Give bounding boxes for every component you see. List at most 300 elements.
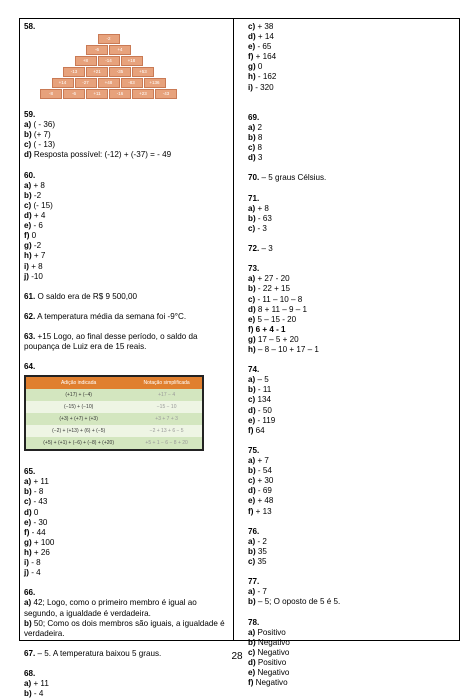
answer-text: 134 xyxy=(255,395,271,405)
answer-key: a) xyxy=(248,536,256,546)
answer-line xyxy=(248,305,453,315)
answer-text: +15 Logo, ao final desse período, o saldo da poupança de Luiz era de 15 reais. xyxy=(24,332,198,352)
answer-text: + 164 xyxy=(253,52,277,62)
answer-key: 72. xyxy=(248,244,260,254)
answer-text: - 44 xyxy=(29,527,46,537)
answer-line xyxy=(24,241,229,251)
answer-line xyxy=(248,527,453,537)
answer-text: 8 xyxy=(255,143,262,153)
answer-key: b) xyxy=(24,618,32,628)
answer-text: 6 + 4 - 1 xyxy=(253,324,286,334)
answer-line xyxy=(248,62,453,72)
answer-key: f) xyxy=(248,324,254,334)
answer-text: + 11 xyxy=(31,679,49,689)
answer-text: + 26 xyxy=(31,547,50,557)
answer-text: - 3 xyxy=(255,223,267,233)
answer-text: - 50 xyxy=(255,405,272,415)
answer-key: c) xyxy=(248,143,256,153)
pyramid-brick: +18 xyxy=(121,56,143,66)
table-cell: +5 + 1 − 6 − 8 + 20 xyxy=(131,437,203,450)
answer-key: e) xyxy=(248,496,256,506)
answer-line xyxy=(248,385,453,395)
addition-table xyxy=(24,375,204,452)
answer-line xyxy=(24,171,229,181)
answer-key: c) xyxy=(24,497,32,507)
answer-line xyxy=(248,607,453,617)
answer-line xyxy=(248,163,453,173)
pyramid-brick: -83 xyxy=(121,78,143,88)
answer-line xyxy=(248,325,453,335)
answer-text: - 22 + 15 xyxy=(255,284,291,294)
answer-line xyxy=(24,332,229,352)
table-cell: +17 − 4 xyxy=(131,389,203,401)
answer-text: Negativo xyxy=(255,637,290,647)
answer-key: d) xyxy=(248,486,256,496)
answer-line xyxy=(24,140,229,150)
answer-key: b) xyxy=(248,546,256,556)
answer-line xyxy=(248,83,453,93)
answer-text: - 8 xyxy=(28,558,41,568)
answer-line xyxy=(248,547,453,557)
answer-key: e) xyxy=(248,42,256,52)
answer-text: - 6 xyxy=(31,221,43,231)
answer-key: g) xyxy=(24,241,32,251)
answer-line xyxy=(248,426,453,436)
answer-text: - 69 xyxy=(255,486,272,496)
answer-text: 3 xyxy=(255,153,263,163)
table-row xyxy=(25,401,203,413)
answer-key: c) xyxy=(248,294,256,304)
answer-line xyxy=(248,264,453,274)
answer-line xyxy=(24,120,229,130)
answer-key: a) xyxy=(24,679,32,689)
answer-line xyxy=(24,211,229,221)
answer-key: h) xyxy=(248,72,256,82)
answer-line xyxy=(24,497,229,507)
answer-text: 74. xyxy=(248,365,260,375)
answer-line xyxy=(24,201,229,211)
answer-text: Negativo xyxy=(253,678,288,688)
answer-line xyxy=(24,22,229,32)
answer-key: d) xyxy=(24,507,32,517)
answer-line xyxy=(24,487,229,497)
answer-key: g) xyxy=(24,537,32,547)
answer-line xyxy=(248,335,453,345)
answer-line xyxy=(24,302,229,312)
answer-line xyxy=(248,587,453,597)
answer-key: c) xyxy=(248,476,256,486)
answer-line xyxy=(24,292,229,302)
answer-text: -10 xyxy=(28,271,43,281)
answer-line xyxy=(248,113,453,123)
answer-text: O saldo era de R$ 9 500,00 xyxy=(35,291,137,301)
pyramid-brick: -2 xyxy=(98,34,120,44)
answer-line xyxy=(24,639,229,649)
answer-line xyxy=(248,567,453,577)
pyramid-brick: +21 xyxy=(86,67,108,77)
answer-text: 76. xyxy=(248,526,260,536)
answer-text: - 2 xyxy=(255,536,267,546)
answer-line xyxy=(248,416,453,426)
answer-key: 63. xyxy=(24,332,36,342)
answer-key: f) xyxy=(248,425,254,435)
answer-key: c) xyxy=(24,200,32,210)
answer-key: e) xyxy=(248,668,256,677)
table-cell: −2 + 13 + 6 − 5 xyxy=(131,425,203,437)
answer-text: - 4 xyxy=(28,568,41,578)
answer-line xyxy=(248,93,453,103)
answer-line xyxy=(24,679,229,689)
answer-line xyxy=(248,355,453,365)
answer-line xyxy=(248,365,453,375)
answer-line xyxy=(24,221,229,231)
answer-line xyxy=(248,214,453,224)
answer-key: b) xyxy=(248,637,256,647)
answer-text: ( - 36) xyxy=(31,120,56,130)
answer-line xyxy=(24,528,229,538)
answer-line xyxy=(248,72,453,82)
answer-line xyxy=(248,486,453,496)
answer-text: + 13 xyxy=(253,506,272,516)
answer-key: i) xyxy=(24,558,29,568)
answer-text: + 11 xyxy=(31,477,49,487)
answer-key: a) xyxy=(24,598,32,608)
pyramid-brick: -14 xyxy=(98,56,120,66)
answer-key: f) xyxy=(24,527,30,537)
answer-text: - 11 xyxy=(255,385,272,395)
answer-line xyxy=(248,244,453,254)
answer-line xyxy=(24,150,229,160)
table-cell: (−15) + (−10) xyxy=(25,401,131,413)
answer-line xyxy=(248,436,453,446)
table-cell: (+5) + (+1) + (−6) + (−8) + (+20) xyxy=(25,437,131,450)
answer-line xyxy=(248,42,453,52)
column-divider xyxy=(233,18,234,641)
answer-text: - 162 xyxy=(255,72,277,82)
answer-key: c) xyxy=(248,22,256,31)
answer-key: b) xyxy=(24,190,32,200)
answer-key: a) xyxy=(24,120,32,130)
answer-line xyxy=(24,231,229,241)
answer-line xyxy=(248,234,453,244)
answer-key: f) xyxy=(248,52,254,62)
table-cell: −15 − 10 xyxy=(131,401,203,413)
pyramid-brick: +53 xyxy=(132,67,154,77)
answer-text: 58. xyxy=(24,22,36,31)
answer-line xyxy=(24,689,229,699)
answer-key: b) xyxy=(248,385,256,395)
answer-line xyxy=(248,638,453,648)
answer-text: - 11 – 10 – 8 xyxy=(255,294,303,304)
answer-text: + 8 xyxy=(28,261,43,271)
answer-key: e) xyxy=(248,314,256,324)
answer-line xyxy=(248,628,453,638)
answer-key: a) xyxy=(248,587,256,597)
answer-key: a) xyxy=(248,122,256,132)
answer-text: – 5. A temperatura baixou 5 graus. xyxy=(35,648,162,658)
answer-text: - 65 xyxy=(255,42,272,52)
answer-key: j) xyxy=(24,271,29,281)
answer-key: d) xyxy=(248,153,256,163)
answer-text: 71. xyxy=(248,193,260,203)
answer-line xyxy=(24,161,229,171)
answer-text: - 63 xyxy=(255,213,272,223)
answer-text: 5 – 15 - 20 xyxy=(255,314,297,324)
answer-text: 75. xyxy=(248,445,260,455)
answer-line xyxy=(248,173,453,183)
answer-line xyxy=(24,272,229,282)
answer-text: -2 xyxy=(31,190,42,200)
pyramid-brick: +23 xyxy=(132,89,154,99)
answer-text: Resposta possível: (-12) + (-37) = - 49 xyxy=(31,150,172,160)
answer-text: 35 xyxy=(255,556,267,566)
answer-line xyxy=(24,518,229,528)
answer-text: 8 + 11 – 9 – 1 xyxy=(255,304,308,314)
answer-line xyxy=(248,274,453,284)
answer-line xyxy=(24,538,229,548)
answer-line xyxy=(248,446,453,456)
answer-text: + 4 xyxy=(31,211,46,221)
pyramid-brick: -27 xyxy=(75,78,97,88)
answer-line xyxy=(248,678,453,688)
pyramid-brick: -43 xyxy=(155,89,177,99)
answer-line xyxy=(248,204,453,214)
answer-key: e) xyxy=(248,415,256,425)
answer-key: g) xyxy=(248,62,256,72)
answer-line xyxy=(248,618,453,628)
answer-line xyxy=(248,345,453,355)
answer-text: - 43 xyxy=(31,497,48,507)
answer-line xyxy=(248,224,453,234)
answer-text: 35 xyxy=(255,546,267,556)
answer-key: i) xyxy=(24,261,29,271)
answer-key: 67. xyxy=(24,648,36,658)
answer-line xyxy=(248,537,453,547)
answer-text: - 320 xyxy=(252,82,274,92)
answer-line xyxy=(248,153,453,163)
answer-line xyxy=(24,669,229,679)
answer-line xyxy=(24,282,229,292)
answer-line xyxy=(24,558,229,568)
table-cell: +3 + 7 + 3 xyxy=(131,413,203,425)
table-row xyxy=(25,425,203,437)
answer-line xyxy=(248,466,453,476)
table-row xyxy=(25,437,203,450)
answer-key: 61. xyxy=(24,291,36,301)
answer-text: - 30 xyxy=(31,517,48,527)
answer-text: – 3 xyxy=(259,244,273,254)
answer-text: 78. xyxy=(248,617,260,627)
answer-key: j) xyxy=(24,568,29,578)
answer-key: b) xyxy=(24,130,32,140)
answer-line xyxy=(24,568,229,578)
answer-line xyxy=(248,184,453,194)
pyramid-brick: -16 xyxy=(109,89,131,99)
answer-line xyxy=(24,262,229,272)
pyramid-brick: +8 xyxy=(75,56,97,66)
answer-key: e) xyxy=(24,517,32,527)
answer-text: A temperatura média da semana foi -9°C. xyxy=(35,311,187,321)
right-column xyxy=(248,22,453,688)
answer-text: 64. xyxy=(24,362,36,372)
pyramid-brick: -35 xyxy=(109,67,131,77)
answer-text: 0 xyxy=(255,62,263,72)
answer-key: b) xyxy=(248,133,256,143)
answer-key: i) xyxy=(248,82,253,92)
answer-text: + 38 xyxy=(255,22,274,31)
pyramid-brick: +11 xyxy=(86,89,108,99)
answer-line xyxy=(248,496,453,506)
answer-key: c) xyxy=(248,556,256,566)
answer-key: d) xyxy=(248,657,256,667)
answer-text: 50; Como os dois membros são iguais, a igualdade é verdadeira. xyxy=(24,618,225,638)
answer-key: a) xyxy=(248,456,256,466)
answer-text: Negativo xyxy=(255,647,290,657)
answer-line xyxy=(24,130,229,140)
pyramid-brick: -8 xyxy=(40,89,62,99)
answer-text: 0 xyxy=(29,231,37,241)
answer-text: 59. xyxy=(24,110,36,120)
answer-key: f) xyxy=(248,506,254,516)
answer-key: a) xyxy=(248,274,256,284)
answer-key: b) xyxy=(248,213,256,223)
answer-line xyxy=(24,619,229,639)
pyramid-brick: -6 xyxy=(63,89,85,99)
answer-key: 70. xyxy=(248,173,260,183)
answer-line xyxy=(248,133,453,143)
answer-text: 65. xyxy=(24,467,36,477)
table-cell: (+17) + (−4) xyxy=(25,389,131,401)
answer-line xyxy=(248,52,453,62)
answer-text: + 100 xyxy=(31,537,55,547)
answer-line xyxy=(24,508,229,518)
answer-text: 60. xyxy=(24,170,36,180)
answer-text: 77. xyxy=(248,577,260,587)
pyramid-brick: +14 xyxy=(52,78,74,88)
answer-line xyxy=(248,597,453,607)
answer-line xyxy=(24,467,229,477)
answer-text: 69. xyxy=(248,112,260,122)
answer-line xyxy=(24,312,229,322)
answer-line xyxy=(24,598,229,618)
number-pyramid xyxy=(40,34,190,102)
answer-key: f) xyxy=(248,678,254,688)
pyramid-brick: -13 xyxy=(63,67,85,77)
answer-line xyxy=(248,194,453,204)
answer-text: + 8 xyxy=(255,203,269,213)
answer-line xyxy=(24,191,229,201)
answer-key: 62. xyxy=(24,311,36,321)
answer-line xyxy=(24,352,229,362)
answer-text: (+ 7) xyxy=(31,130,51,140)
answer-key: a) xyxy=(24,180,32,190)
answer-text: ( - 13) xyxy=(31,140,56,150)
answer-key: b) xyxy=(248,466,256,476)
answer-text: – 5 graus Célsius. xyxy=(259,173,327,183)
answer-text: 8 xyxy=(255,133,263,143)
answer-text: 68. xyxy=(24,669,36,679)
answer-key: b) xyxy=(248,284,256,294)
answer-text: – 8 – 10 + 17 – 1 xyxy=(255,345,319,354)
answer-text: Positivo xyxy=(255,657,287,667)
answer-line xyxy=(24,578,229,588)
answer-text: + 30 xyxy=(255,476,274,486)
answer-line xyxy=(248,456,453,466)
answer-text: - 8 xyxy=(31,487,44,497)
answer-line xyxy=(24,548,229,558)
answer-text: - 7 xyxy=(255,587,267,597)
answer-line xyxy=(24,477,229,487)
answer-line xyxy=(248,295,453,305)
table-row xyxy=(25,389,203,401)
answer-key: d) xyxy=(248,405,256,415)
answer-key: d) xyxy=(248,304,256,314)
answer-key: h) xyxy=(24,251,32,261)
answer-text: + 8 xyxy=(31,180,45,190)
answer-text: Negativo xyxy=(255,668,290,677)
answer-key: a) xyxy=(248,375,256,385)
answer-line xyxy=(248,557,453,567)
answer-text: + 27 - 20 xyxy=(255,274,290,284)
answer-text: - 54 xyxy=(255,466,272,476)
answer-key: d) xyxy=(24,150,32,160)
answer-line xyxy=(248,375,453,385)
pyramid-brick: -6 xyxy=(86,45,108,55)
answer-line xyxy=(24,322,229,332)
answer-line xyxy=(248,143,453,153)
answer-text: - 4 xyxy=(31,689,44,699)
answer-line xyxy=(24,362,229,372)
answer-line xyxy=(248,22,453,32)
left-column xyxy=(24,22,229,699)
answer-key: b) xyxy=(248,597,256,607)
pyramid-brick: +136 xyxy=(144,78,166,88)
answer-text: + 48 xyxy=(255,496,274,506)
answer-key: c) xyxy=(248,223,256,233)
answer-key: a) xyxy=(24,477,32,487)
answer-line xyxy=(24,457,229,467)
answer-text: – 5 xyxy=(255,375,269,385)
answer-key: f) xyxy=(24,231,30,241)
answer-line xyxy=(24,110,229,120)
table-header: Adição indicada xyxy=(25,376,131,389)
answer-line xyxy=(248,315,453,325)
answer-text: 73. xyxy=(248,264,260,274)
answer-key: c) xyxy=(24,140,32,150)
answer-text: + 14 xyxy=(255,32,274,42)
answer-key: e) xyxy=(24,221,32,231)
answer-key: d) xyxy=(24,211,32,221)
answer-key: c) xyxy=(248,395,256,405)
answer-line xyxy=(24,181,229,191)
table-cell: (−2) + (+13) + (6) + (−5) xyxy=(25,425,131,437)
answer-key: d) xyxy=(248,32,256,42)
answer-line xyxy=(248,406,453,416)
answer-line xyxy=(248,103,453,113)
answer-line xyxy=(248,123,453,133)
answer-key: g) xyxy=(248,334,256,344)
answer-line xyxy=(248,395,453,405)
answer-key: c) xyxy=(248,647,256,657)
answer-key: a) xyxy=(248,203,256,213)
answer-line xyxy=(24,251,229,261)
answer-line xyxy=(248,577,453,587)
answer-text: (- 15) xyxy=(31,200,53,210)
answer-text: – 5; O oposto de 5 é 5. xyxy=(255,597,341,607)
answer-text: 42; Logo, como o primeiro membro é igual ao segundo, a igualdade é verdadeira. xyxy=(24,598,197,618)
answer-line xyxy=(248,32,453,42)
answer-line xyxy=(248,476,453,486)
